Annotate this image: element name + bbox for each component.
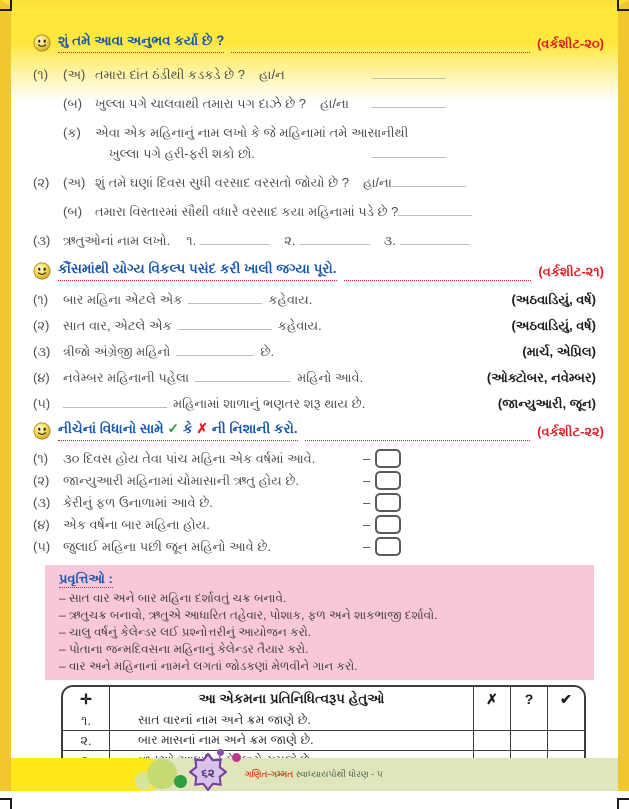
true-false-row	[33, 514, 604, 535]
crop-mark-icon	[617, 0, 629, 11]
answer-blank[interactable]	[392, 173, 466, 187]
question-number: (૩)	[33, 233, 51, 248]
answer-blank[interactable]	[372, 144, 446, 158]
question-number: (૩)	[33, 344, 51, 359]
sub-question-number: (ક)	[63, 125, 81, 140]
answer-blank[interactable]	[195, 368, 291, 382]
dotted-rule	[344, 265, 532, 281]
list-numeral: ૨.	[284, 233, 296, 248]
activity-item: – ચાલુ વર્ષનું કેલેન્ડર લઈ પ્રશ્નોત્તરીનું આયોજન કરો.	[59, 625, 312, 639]
mark-cell[interactable]	[547, 731, 584, 750]
answer-blank[interactable]	[176, 342, 254, 356]
true-false-row	[33, 448, 604, 469]
footer-band	[11, 758, 618, 791]
page-number-badge	[189, 753, 227, 791]
question-number: (૪)	[33, 370, 50, 385]
options-bracket: (ઓક્ટોબર, નવેમ્બર)	[486, 370, 596, 385]
true-false-row	[33, 536, 604, 557]
yes-no-option: હા/ના	[320, 96, 349, 111]
question-text: ત્રીજો અંગ્રેજી મહિનો	[63, 344, 171, 359]
book-title-rest: સ્વાધ્યાયપોથી ધોરણ - ૫	[295, 769, 383, 779]
section-header-experiences	[33, 32, 604, 53]
serial-column-header: ✛	[80, 690, 92, 707]
dash: –	[363, 473, 371, 488]
dotted-rule	[231, 37, 530, 53]
question-row	[33, 173, 604, 192]
question-row	[33, 65, 604, 84]
yes-no-option: હા/ન	[259, 67, 285, 82]
crop-mark-icon	[0, 798, 12, 809]
answer-box[interactable]	[375, 515, 401, 534]
question-row	[33, 123, 604, 142]
row-number: ૨.	[80, 732, 92, 748]
mark-cell[interactable]	[547, 711, 584, 730]
activities-title: પ્રવૃત્તિઓ :	[59, 571, 113, 586]
check-icon: ✓	[167, 421, 179, 436]
answer-blank[interactable]	[398, 202, 472, 216]
question-text: કહેવાય.	[268, 292, 313, 307]
options-bracket: (જાન્યુઆરી, જૂન)	[497, 396, 596, 411]
question-number: (૧)	[33, 292, 49, 307]
objective-text: બાર માસનાં નામ અને ક્રમ જાણે છે.	[109, 731, 473, 750]
section-title: શું તમે આવા અનુભવ કર્યા છે ?	[58, 32, 224, 53]
question-row-continuation	[33, 144, 604, 163]
sub-question-number: (અ)	[63, 175, 86, 190]
statement-text: કેરીનું ફળ ઉનાળામાં આવે છે.	[63, 495, 213, 510]
question-text: મહિનામાં શાળાનું ભણતર શરૂ થાય છે.	[173, 396, 366, 411]
question-mark-header: ?	[510, 687, 547, 711]
statement-text: જુલાઈ મહિના પછી જૂન મહિનો આવે છે.	[63, 539, 272, 554]
question-text: ઋતુઓનાં નામ લખો.	[63, 233, 171, 248]
question-row	[33, 202, 604, 221]
table-row	[63, 730, 584, 750]
dotted-rule	[305, 425, 531, 441]
question-row	[33, 94, 604, 113]
activity-item: – પોતાના જન્મદિવસના મહિનાનું કેલેન્ડર તૈયાર કરો.	[59, 642, 309, 656]
question-text: છે.	[260, 344, 275, 359]
check-mark-header: ✔	[547, 687, 584, 711]
section-title: નીચેનાં વિધાનો સામે ✓ કે ✗ ની નિશાની કરો.	[58, 420, 298, 441]
mark-cell[interactable]	[473, 711, 510, 730]
answer-blank[interactable]	[400, 231, 470, 245]
options-bracket: (અઠવાડિયું, વર્ષ)	[511, 318, 596, 333]
section-header-fill-blanks	[33, 260, 604, 281]
question-number: (૫)	[33, 539, 51, 554]
crop-mark-icon	[617, 798, 629, 809]
dash: –	[363, 495, 371, 510]
options-bracket: (માર્ચ, એપ્રિલ)	[522, 344, 596, 359]
dash: –	[363, 517, 371, 532]
smiley-icon	[33, 262, 51, 280]
book-title	[245, 769, 383, 780]
true-false-row	[33, 492, 604, 513]
true-false-row	[33, 470, 604, 491]
worksheet-label: (વર્કશીટ-૨૨)	[537, 424, 604, 439]
question-text: ખુલ્લા પગે ચાલવાથી તમારા પગ દાઝે છે ?	[95, 96, 307, 111]
fill-blank-row	[33, 394, 604, 413]
question-number: (૫)	[33, 396, 51, 411]
options-bracket: (અઠવાડિયું, વર્ષ)	[511, 292, 596, 307]
statement-text: જાન્યુઆરી મહિનામાં ચોમાસાની ઋતુ હોય છે.	[63, 473, 300, 488]
answer-blank[interactable]	[188, 290, 262, 304]
question-text: નવેમ્બર મહિનાની પહેલા	[63, 370, 190, 385]
list-numeral: ૩.	[383, 233, 396, 248]
question-text: તમારા દાંત ઠંડીથી કડકડે છે ?	[95, 67, 246, 82]
answer-blank[interactable]	[372, 65, 446, 79]
answer-blank[interactable]	[178, 316, 272, 330]
activity-item: – ઋતુચક્ર બનાવો, ઋતુએ આધારિત તહેવાર, પોશાક, ફળ અને શાકભાજી દર્શાવો.	[59, 608, 438, 622]
question-text: તમારા વિસ્તારમાં સૌથી વધારે વરસાદ કયા મહિનામાં પડે છે ?	[95, 204, 399, 219]
question-number: (૨)	[33, 175, 50, 190]
green-circle-icon	[174, 775, 187, 788]
smiley-icon	[33, 34, 51, 52]
mark-cell[interactable]	[510, 711, 547, 730]
page-number: ૬૨	[201, 766, 215, 780]
question-text: એવા એક મહિનાનું નામ લખો કે જે મહિનામાં તમે આસાનીથી	[95, 125, 409, 140]
question-text: શું તમે ઘણાં દિવસ સુધી વરસાદ વરસતો જોયો છે ?	[95, 175, 349, 190]
smiley-icon	[33, 422, 51, 440]
objectives-column-header: આ એકમના પ્રતિનિધિત્વરૂપ હેતુઓ	[109, 687, 473, 711]
fill-blank-row	[33, 368, 604, 387]
sub-question-number: (બ)	[63, 96, 83, 111]
mark-cell[interactable]	[510, 731, 547, 750]
statement-text: એક વર્ષના બાર મહિના હોય.	[63, 517, 210, 532]
worksheet-label: (વર્કશીટ-૨૧)	[538, 264, 604, 279]
activity-item: – વાર અને મહિનાનાં નામને લગતાં જોડકણાં મેળવીને ગાન કરો.	[59, 659, 358, 673]
table-header-row	[63, 687, 584, 711]
question-text: સાત વાર, એટલે એક	[63, 318, 172, 333]
cross-mark-header: ✗	[473, 687, 510, 711]
list-numeral: ૧.	[186, 233, 197, 248]
question-text: ખુલ્લા પગે હરી-ફરી શકો છો.	[109, 146, 255, 161]
sub-question-number: (અ)	[63, 67, 86, 82]
dash: –	[363, 539, 371, 554]
fill-blank-row	[33, 316, 604, 335]
fill-blank-row	[33, 290, 604, 309]
sub-question-number: (બ)	[63, 204, 83, 219]
question-number: (૧)	[33, 451, 49, 466]
answer-box[interactable]	[375, 537, 401, 556]
question-number: (૪)	[33, 517, 50, 532]
section-header-true-false	[33, 420, 604, 441]
crop-mark-icon	[0, 0, 12, 11]
dash: –	[363, 451, 371, 466]
objective-text: સાત વારનાં નામ અને ક્રમ જાણે છે.	[109, 711, 473, 730]
activities-box	[45, 565, 594, 680]
table-row	[63, 711, 584, 730]
row-number: ૧.	[81, 712, 91, 728]
question-text: કહેવાય.	[277, 318, 322, 333]
answer-blank[interactable]	[372, 94, 446, 108]
answer-box[interactable]	[375, 471, 401, 490]
answer-box[interactable]	[375, 449, 401, 468]
worksheet-label: (વર્કશીટ-૨૦)	[536, 36, 604, 51]
question-text: મહિનો આવે.	[297, 370, 364, 385]
magenta-dot-icon	[232, 753, 241, 762]
question-text: બાર મહિના એટલે એક	[63, 292, 183, 307]
question-number: (૩)	[33, 495, 51, 510]
green-circle-icon	[147, 759, 177, 789]
mark-cell[interactable]	[473, 731, 510, 750]
question-number: (૨)	[33, 318, 50, 333]
activity-item: – સાત વાર અને બાર મહિના દર્શાવતું ચક્ર બનાવે.	[59, 591, 287, 605]
statement-text: ૩૦ દિવસ હોય તેવા પાંચ મહિના એક વર્ષમાં આવે.	[63, 451, 316, 466]
answer-box[interactable]	[375, 493, 401, 512]
answer-blank[interactable]	[200, 231, 270, 245]
answer-blank[interactable]	[63, 394, 167, 408]
cross-icon: ✗	[196, 421, 208, 436]
section-title: કૌંસમાંથી યોગ્ય વિકલ્પ પસંદ કરી ખાલી જગ્યા પૂરો.	[58, 260, 337, 281]
question-row	[33, 231, 604, 250]
question-number: (૧)	[33, 67, 49, 82]
yes-no-option: હા/ના	[362, 175, 392, 190]
question-number: (૨)	[33, 473, 50, 488]
fill-blank-row	[33, 342, 604, 361]
answer-blank[interactable]	[300, 231, 370, 245]
book-title-accent: ગણિત-ગમ્મત	[245, 769, 294, 779]
